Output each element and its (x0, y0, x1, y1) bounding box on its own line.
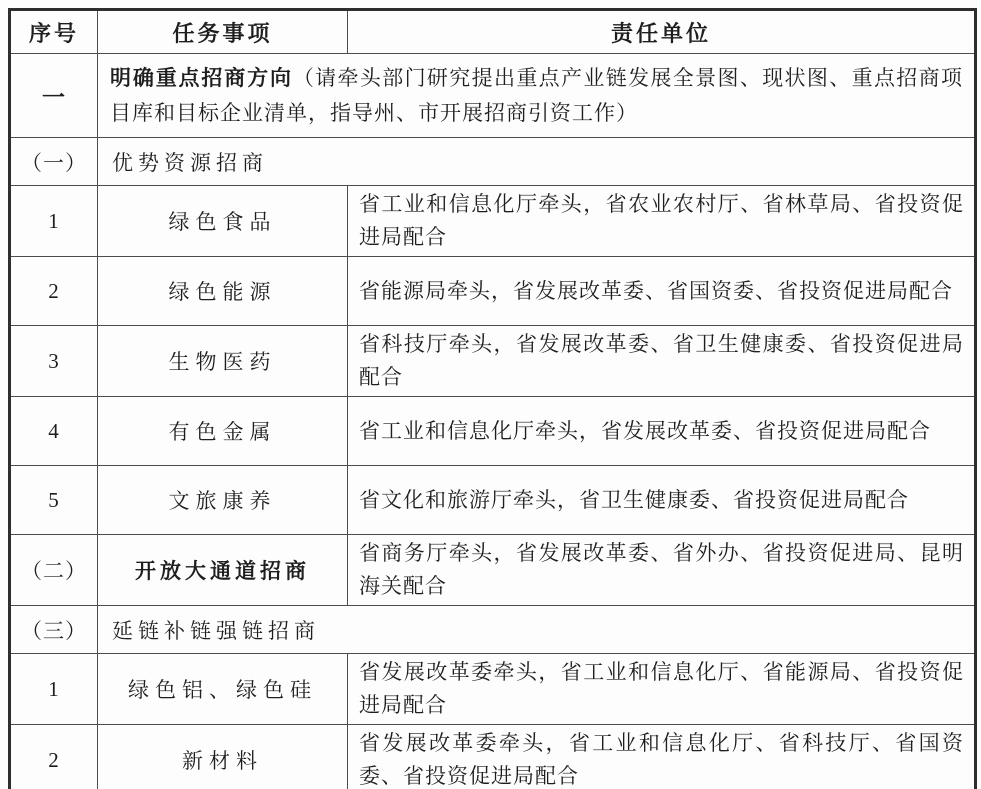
table-row (10, 138, 976, 186)
serial-cell: 2 (10, 725, 98, 789)
table-header-row (10, 10, 976, 54)
serial-cell: （一） (10, 138, 98, 186)
task-cell: 生物医药 (98, 326, 348, 397)
table-row (10, 186, 976, 257)
table-row (10, 466, 976, 535)
task-cell: 绿色能源 (98, 257, 348, 326)
unit-header-cell: 责任单位 (348, 10, 976, 54)
serial-cell: （二） (10, 535, 98, 606)
task-note-text: （请牵头部门研究提出重点产业链发展全景图、现状图、重点招商项目库和目标企业清单，指导州、市开展招商引资工作） (110, 66, 963, 125)
table-body (10, 54, 976, 789)
serial-cell: 1 (10, 186, 98, 257)
serial-cell: 一 (10, 54, 98, 138)
serial-cell: 4 (10, 397, 98, 466)
task-cell: 新材料 (98, 725, 348, 789)
serial-cell: 5 (10, 466, 98, 535)
serial-cell: 2 (10, 257, 98, 326)
unit-cell: 省工业和信息化厅牵头，省农业农村厅、省林草局、省投资促进局配合 (348, 186, 976, 257)
task-header-cell: 任务事项 (98, 10, 348, 54)
unit-cell: 省能源局牵头，省发展改革委、省国资委、省投资促进局配合 (348, 257, 976, 326)
task-cell: 文旅康养 (98, 466, 348, 535)
unit-cell: 省发展改革委牵头，省工业和信息化厅、省能源局、省投资促进局配合 (348, 654, 976, 725)
table-row (10, 606, 976, 654)
table-row (10, 535, 976, 606)
task-cell: 延链补链强链招商 (98, 606, 976, 654)
task-responsibility-table (8, 8, 977, 789)
unit-cell: 省文化和旅游厅牵头，省卫生健康委、省投资促进局配合 (348, 466, 976, 535)
table-row (10, 725, 976, 789)
table-row (10, 397, 976, 466)
serial-cell: 1 (10, 654, 98, 725)
task-cell: 开放大通道招商 (98, 535, 348, 606)
serial-cell: 3 (10, 326, 98, 397)
task-cell (98, 54, 976, 138)
table-row (10, 326, 976, 397)
unit-cell: 省发展改革委牵头，省工业和信息化厅、省科技厅、省国资委、省投资促进局配合 (348, 725, 976, 789)
task-cell: 绿色铝、绿色硅 (98, 654, 348, 725)
serial-cell: （三） (10, 606, 98, 654)
table-row (10, 654, 976, 725)
unit-cell: 省商务厅牵头，省发展改革委、省外办、省投资促进局、昆明海关配合 (348, 535, 976, 606)
task-cell: 绿色食品 (98, 186, 348, 257)
table-row (10, 257, 976, 326)
task-bold-text: 明确重点招商方向 (110, 67, 293, 90)
unit-cell: 省科技厅牵头，省发展改革委、省卫生健康委、省投资促进局配合 (348, 326, 976, 397)
task-cell: 有色金属 (98, 397, 348, 466)
serial-header-cell: 序号 (10, 10, 98, 54)
table-row (10, 54, 976, 138)
unit-cell: 省工业和信息化厅牵头，省发展改革委、省投资促进局配合 (348, 397, 976, 466)
task-cell: 优势资源招商 (98, 138, 976, 186)
